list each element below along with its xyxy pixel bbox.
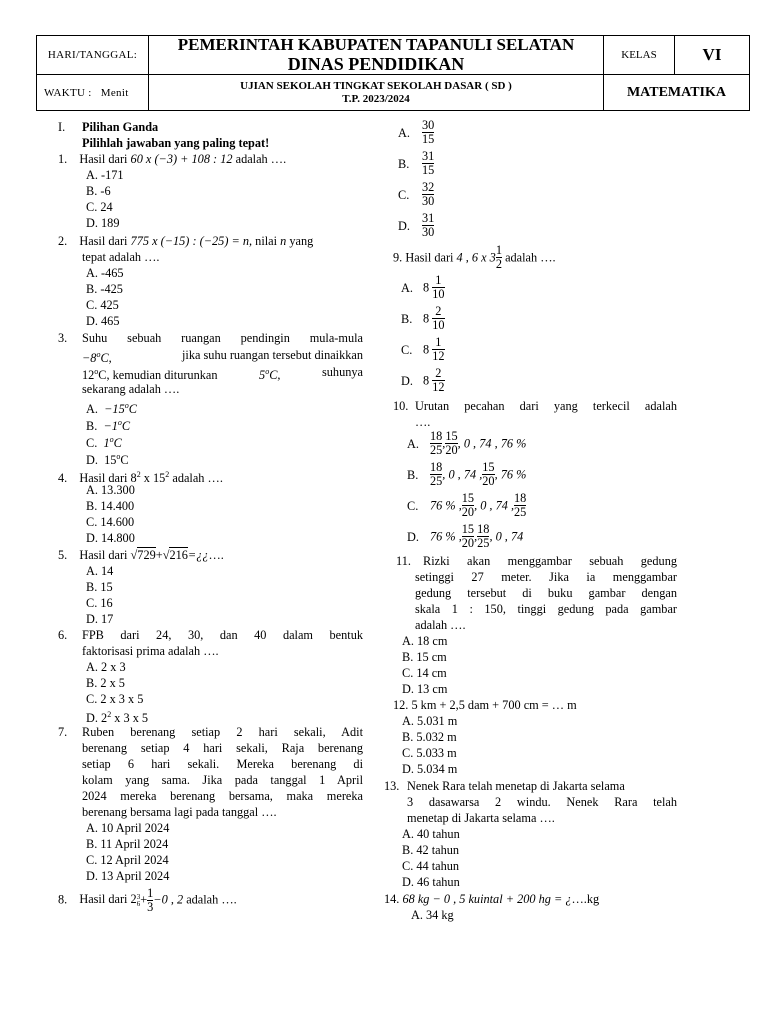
q9-suffix: adalah …. — [505, 250, 556, 265]
q7-line-5: 2024 mereka berenang bersama, maka mereka — [82, 789, 363, 803]
q7-option-d[interactable]: D. 13 April 2024 — [86, 869, 170, 883]
question-12 — [393, 697, 577, 713]
q14-expression: 68 kg − 0 , 5 kuintal + 200 hg = ¿ — [402, 892, 572, 906]
q12-number: 12. — [393, 698, 409, 712]
q6-option-b[interactable]: B. 2 x 5 — [86, 676, 125, 690]
q1-option-a[interactable]: A. -171 — [86, 168, 124, 182]
q8-fraction: $\frac{1}{3}$ — [147, 886, 154, 914]
q3-option-a[interactable]: A. $-15^oC$ — [86, 401, 137, 417]
exam-header — [36, 35, 750, 111]
q3-line-3-end: suhunya — [322, 365, 363, 379]
class-value: VI — [675, 36, 750, 75]
question-4 — [58, 467, 223, 486]
q8-option-d[interactable]: D. $\frac{31}{30}$ — [398, 211, 435, 239]
q1-prefix: Hasil dari — [79, 152, 128, 166]
q3-start-temp: $-8^oC$, — [82, 350, 112, 366]
question-5 — [58, 547, 224, 563]
q1-option-d[interactable]: D. 189 — [86, 216, 120, 230]
exam-info-cell — [149, 75, 604, 111]
q2-variable: n — [280, 234, 287, 248]
section-number: I. — [58, 120, 66, 134]
question-14 — [384, 891, 599, 907]
q11-option-d[interactable]: D. 13 cm — [402, 682, 448, 696]
q8-suffix: adalah …. — [186, 892, 237, 907]
q7-option-c[interactable]: C. 12 April 2024 — [86, 853, 169, 867]
q2-line-2: tepat adalah …. — [82, 250, 160, 264]
government-name: PEMERINTAH KABUPATEN TAPANULI SELATAN — [177, 35, 575, 54]
q10-option-a[interactable]: A. $\frac{18}{25}$ , $\frac{15}{20}$ , 0 , 74 , 76 % — [407, 429, 527, 457]
q12-option-d[interactable]: D. 5.034 m — [402, 762, 458, 776]
q5-option-b[interactable]: B. 15 — [86, 580, 113, 594]
q13-line-3: menetap di Jakarta selama …. — [407, 811, 555, 825]
q6-option-d[interactable]: D. $2^2$ x 3 x 5 — [86, 710, 149, 726]
q10-line-1: Urutan pecahan dari yang terkecil adalah — [415, 399, 677, 413]
q3-lower-temp: 5$^o$C, — [259, 367, 281, 383]
q7-line-4: kolam yang sama. Jika pada tanggal 1 April — [82, 773, 363, 787]
q6-option-c[interactable]: C. 2 x 3 x 5 — [86, 692, 144, 706]
q9-option-a[interactable]: A. 8 $\frac{1}{10}$ — [401, 273, 445, 301]
q14-suffix: ….kg — [571, 892, 600, 906]
q6-number: 6. — [58, 628, 68, 642]
q9-option-d[interactable]: D. 8 $\frac{2}{12}$ — [401, 366, 445, 394]
q9-option-c[interactable]: C. 8 $\frac{1}{12}$ — [401, 335, 445, 363]
q1-number: 1. — [58, 152, 68, 166]
q2-prefix: Hasil dari — [79, 234, 128, 248]
q12-text: 5 km + 2,5 dam + 700 cm = … m — [411, 698, 577, 712]
q8-prefix: Hasil dari — [79, 892, 128, 907]
q9-number: 9. — [393, 250, 403, 265]
q11-line-5: adalah …. — [415, 618, 466, 632]
q5-option-c[interactable]: C. 16 — [86, 596, 113, 610]
q5-root-1: √729 — [130, 548, 156, 562]
q11-option-c[interactable]: C. 14 cm — [402, 666, 447, 680]
q2-middle: nilai — [255, 234, 278, 248]
q5-option-d[interactable]: D. 17 — [86, 612, 114, 626]
q10-line-2: …. — [415, 415, 431, 429]
q5-equals: =¿¿ — [187, 548, 209, 562]
q5-plus: + — [155, 548, 163, 562]
q3-number: 3. — [58, 331, 68, 345]
q13-line-1: Nenek Rara telah menetap di Jakarta selama — [407, 779, 625, 793]
q2-option-d[interactable]: D. 465 — [86, 314, 120, 328]
q10-number: 10. — [393, 399, 409, 413]
q7-line-3: setiap 6 hari sekali. Mereka berenang di — [82, 757, 363, 771]
q4-option-b[interactable]: B. 14.400 — [86, 499, 135, 513]
q12-option-c[interactable]: C. 5.033 m — [402, 746, 457, 760]
q8-plus: + — [140, 892, 148, 907]
q1-expression: 60 x (−3) + 108 : 12 — [130, 152, 233, 166]
q1-option-c[interactable]: C. 24 — [86, 200, 113, 214]
time-label-cell — [37, 75, 149, 111]
q6-line-2: faktorisasi prima adalah …. — [82, 644, 219, 658]
q7-line-2: berenang setiap 4 hari sekali, Raja berenang — [82, 741, 363, 755]
q14-number: 14. — [384, 892, 400, 906]
q5-suffix: …. — [208, 548, 224, 562]
q7-option-b[interactable]: B. 11 April 2024 — [86, 837, 169, 851]
q6-line-1: FPB dari 24, 30, dan 40 dalam bentuk — [82, 628, 363, 642]
q12-option-a[interactable]: A. 5.031 m — [402, 714, 458, 728]
day-date-label: HARI/TANGGAL: — [37, 36, 149, 75]
q13-option-b[interactable]: B. 42 tahun — [402, 843, 460, 857]
q2-number: 2. — [58, 234, 68, 248]
q9-option-b[interactable]: B. 8 $\frac{2}{10}$ — [401, 304, 445, 332]
q5-number: 5. — [58, 548, 68, 562]
subject-name: MATEMATIKA — [604, 75, 750, 111]
q2-suffix: yang — [289, 234, 314, 248]
q11-number: 11. — [396, 554, 411, 568]
q1-suffix: adalah …. — [235, 152, 287, 166]
q8-mixed-number: 2 3 6 — [130, 892, 141, 908]
q3-line-1: Suhu sebuah ruangan pendingin mula-mula — [82, 331, 363, 345]
q5-root-2: √216 — [162, 548, 188, 562]
q13-number: 13. — [384, 779, 400, 793]
q13-option-d[interactable]: D. 46 tahun — [402, 875, 460, 889]
q3-option-c[interactable]: C. 1$^o$C — [86, 435, 122, 451]
q8-option-b[interactable]: B. $\frac{31}{15}$ — [398, 149, 435, 177]
q7-number: 7. — [58, 725, 68, 739]
q10-option-b[interactable]: B. $\frac{18}{25}$ , 0 , 74 , $\frac{15}{20}$ , 76 % — [407, 460, 527, 488]
exam-name: UJIAN SEKOLAH TINGKAT SEKOLAH DASAR ( SD ) — [240, 79, 512, 92]
q3-option-d[interactable]: D. 15$^o$C — [86, 452, 129, 468]
q3-line-2-text: jika suhu ruangan tersebut dinaikkan — [182, 348, 363, 362]
q11-option-a[interactable]: A. 18 cm — [402, 634, 448, 648]
question-2 — [58, 233, 363, 249]
q9-fraction: $\frac{1}{2}$ — [495, 243, 502, 271]
q8-option-c[interactable]: C. $\frac{32}{30}$ — [398, 180, 435, 208]
q2-expression: 775 x (−15) : (−25) = n, — [130, 234, 253, 248]
q5-option-a[interactable]: A. 14 — [86, 564, 114, 578]
q7-line-1: Ruben berenang setiap 2 hari sekali, Adit — [82, 725, 363, 739]
q11-line-3: gedung tersebut di buku gambar dengan — [415, 586, 677, 600]
question-8 — [58, 887, 237, 914]
q4-number: 4. — [58, 471, 68, 486]
q4-text: Hasil dari $8^2$ x $15^2$ adalah …. — [79, 470, 223, 486]
section-title: Pilihan Ganda — [82, 120, 159, 134]
q11-line-4: skala 1 : 150, tinggi gedung pada gambar — [415, 602, 677, 616]
q4-option-d[interactable]: D. 14.800 — [86, 531, 135, 545]
q8-option-a[interactable]: A. $\frac{30}{15}$ — [398, 118, 435, 146]
header-title-cell — [149, 36, 604, 75]
q11-option-b[interactable]: B. 15 cm — [402, 650, 447, 664]
q2-option-a[interactable]: A. -465 — [86, 266, 124, 280]
q4-option-c[interactable]: C. 14.600 — [86, 515, 135, 529]
q13-line-2: 3 dasawarsa 2 windu. Nenek Rara telah — [407, 795, 677, 809]
q13-option-a[interactable]: A. 40 tahun — [402, 827, 460, 841]
section-instruction: Pilihlah jawaban yang paling tepat! — [82, 136, 270, 150]
q4-option-a[interactable]: A. 13.300 — [86, 483, 135, 497]
question-1 — [58, 151, 286, 167]
time-label: WAKTU : — [44, 86, 92, 99]
q14-option-a[interactable]: A. 34 kg — [411, 908, 454, 922]
class-label: KELAS — [604, 36, 675, 75]
q7-line-6: berenang bersama lagi pada tanggal …. — [82, 805, 277, 819]
q2-option-c[interactable]: C. 425 — [86, 298, 119, 312]
q6-option-a[interactable]: A. 2 x 3 — [86, 660, 126, 674]
q9-expression: 4 , 6 x 3 — [456, 250, 496, 265]
school-year: T.P. 2023/2024 — [342, 92, 410, 105]
q9-prefix: Hasil dari — [405, 250, 454, 265]
q10-option-c[interactable]: C. 76 % , $\frac{15}{20}$ , 0 , 74 , $\frac{18}{25}$ — [407, 491, 527, 519]
question-9 — [393, 244, 556, 271]
q11-line-1: Rizki akan menggambar sebuah gedung — [423, 554, 677, 568]
q5-prefix: Hasil dari — [79, 548, 128, 562]
q2-option-b[interactable]: B. -425 — [86, 282, 123, 296]
office-name: DINAS PENDIDIKAN — [287, 54, 465, 74]
q8-number: 8. — [58, 892, 68, 907]
time-unit: Menit — [100, 86, 129, 99]
q3-line-4: sekarang adalah …. — [82, 382, 180, 396]
q13-option-c[interactable]: C. 44 tahun — [402, 859, 460, 873]
q1-option-b[interactable]: B. -6 — [86, 184, 111, 198]
q3-raise-temp: 12$^o$C, kemudian diturunkan — [82, 367, 218, 383]
q8-rest: −0 , 2 — [153, 892, 184, 907]
q12-option-b[interactable]: B. 5.032 m — [402, 730, 457, 744]
q11-line-2: setinggi 27 meter. Jika ia menggambar — [415, 570, 677, 584]
q3-option-b[interactable]: B. $-1^oC$ — [86, 418, 131, 434]
q7-option-a[interactable]: A. 10 April 2024 — [86, 821, 170, 835]
q10-option-d[interactable]: D. 76 % , $\frac{15}{20}$ , $\frac{18}{25}$ , 0 , 74 — [407, 522, 524, 550]
